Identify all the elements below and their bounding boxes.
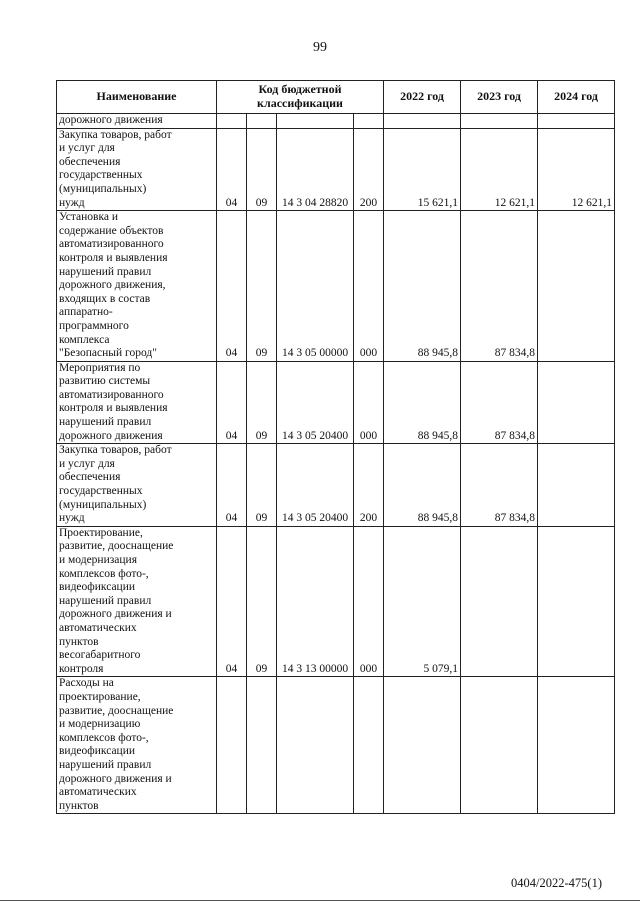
amount-2023-cell: 12 621,1 xyxy=(461,128,538,211)
bottom-divider xyxy=(0,900,640,901)
amount-2023-cell xyxy=(461,677,538,814)
amount-2023-cell: 87 834,8 xyxy=(461,361,538,444)
header-2024: 2024 год xyxy=(538,81,615,114)
table-row xyxy=(57,114,615,129)
row-name-cell: Расходы на проектирование, развитие, дооснащение и модернизацию комплексов фото-, видеофиксации нарушений правил дорожного движения и автоматических пунктов xyxy=(57,677,217,814)
expense-type-cell: 000 xyxy=(354,361,384,444)
amount-2024-cell xyxy=(538,444,615,527)
expense-type-cell xyxy=(354,677,384,814)
amount-2024-cell xyxy=(538,526,615,677)
target-article-cell: 14 3 05 20400 xyxy=(277,444,354,527)
amount-2024-cell xyxy=(538,114,615,129)
table-header-row xyxy=(57,81,615,114)
amount-2024-cell xyxy=(538,677,615,814)
amount-2023-cell xyxy=(461,114,538,129)
target-article-cell: 14 3 04 28820 xyxy=(277,128,354,211)
page-number: 99 xyxy=(313,40,327,55)
subsection-code-cell: 09 xyxy=(247,526,277,677)
section-code-cell: 04 xyxy=(217,361,247,444)
amount-2022-cell xyxy=(384,114,461,129)
table-row xyxy=(57,677,615,814)
section-code-cell: 04 xyxy=(217,444,247,527)
table-row xyxy=(57,211,615,362)
header-2023: 2023 год xyxy=(461,81,538,114)
section-code-cell: 04 xyxy=(217,526,247,677)
expense-type-cell: 000 xyxy=(354,526,384,677)
amount-2022-cell: 15 621,1 xyxy=(384,128,461,211)
row-name-cell: Закупка товаров, работ и услуг для обеспечения государственных (муниципальных) нужд xyxy=(57,444,217,527)
amount-2022-cell: 88 945,8 xyxy=(384,444,461,527)
amount-2023-cell xyxy=(461,526,538,677)
amount-2023-cell: 87 834,8 xyxy=(461,444,538,527)
document-code: 0404/2022-475(1) xyxy=(511,876,602,890)
amount-2022-cell: 5 079,1 xyxy=(384,526,461,677)
amount-2024-cell xyxy=(538,211,615,362)
target-article-cell: 14 3 13 00000 xyxy=(277,526,354,677)
target-article-cell: 14 3 05 00000 xyxy=(277,211,354,362)
target-article-cell xyxy=(277,677,354,814)
subsection-code-cell: 09 xyxy=(247,211,277,362)
section-code-cell: 04 xyxy=(217,128,247,211)
expense-type-cell xyxy=(354,114,384,129)
row-name-cell: дорожного движения xyxy=(57,114,217,129)
table-row xyxy=(57,526,615,677)
expense-type-cell: 000 xyxy=(354,211,384,362)
subsection-code-cell xyxy=(247,114,277,129)
amount-2024-cell xyxy=(538,361,615,444)
expense-type-cell: 200 xyxy=(354,444,384,527)
amount-2022-cell: 88 945,8 xyxy=(384,361,461,444)
subsection-code-cell: 09 xyxy=(247,128,277,211)
subsection-code-cell: 09 xyxy=(247,444,277,527)
amount-2022-cell: 88 945,8 xyxy=(384,211,461,362)
amount-2022-cell xyxy=(384,677,461,814)
header-2022: 2022 год xyxy=(384,81,461,114)
amount-2024-cell: 12 621,1 xyxy=(538,128,615,211)
row-name-cell: Установка и содержание объектов автоматизированного контроля и выявления нарушений правил дорожного движения, входящих в состав аппаратно- программного комплекса "Безопасный город" xyxy=(57,211,217,362)
table-row xyxy=(57,128,615,211)
row-name-cell: Проектирование, развитие, дооснащение и модернизация комплексов фото-, видеофиксации нарушений правил дорожного движения и автоматических пунктов весогабаритного контроля xyxy=(57,526,217,677)
section-code-cell xyxy=(217,114,247,129)
subsection-code-cell: 09 xyxy=(247,361,277,444)
table-row xyxy=(57,361,615,444)
target-article-cell: 14 3 05 20400 xyxy=(277,361,354,444)
row-name-cell: Мероприятия по развитию системы автоматизированного контроля и выявления нарушений правил дорожного движения xyxy=(57,361,217,444)
header-name: Наименование xyxy=(57,81,217,114)
target-article-cell xyxy=(277,114,354,129)
budget-table xyxy=(56,80,615,814)
row-name-cell: Закупка товаров, работ и услуг для обеспечения государственных (муниципальных) нужд xyxy=(57,128,217,211)
expense-type-cell: 200 xyxy=(354,128,384,211)
header-code: Код бюджетной классификации xyxy=(217,81,384,114)
section-code-cell: 04 xyxy=(217,211,247,362)
section-code-cell xyxy=(217,677,247,814)
table-row xyxy=(57,444,615,527)
amount-2023-cell: 87 834,8 xyxy=(461,211,538,362)
subsection-code-cell xyxy=(247,677,277,814)
